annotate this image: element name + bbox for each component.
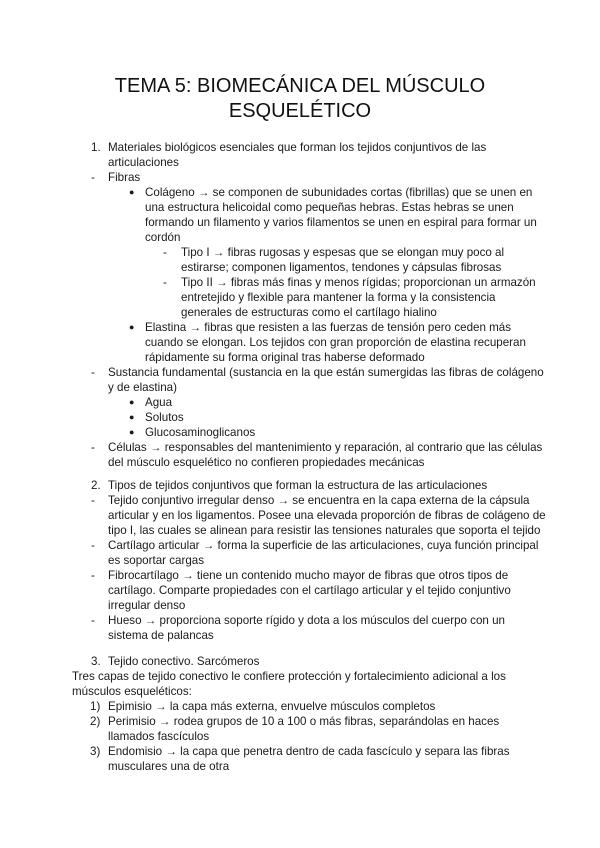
list-item: Solutos: [145, 411, 184, 424]
tipo2-text: Tipo II → fibras más finas y menos rígidas; proporcionan un armazón: [181, 276, 536, 289]
dash-marker: -: [91, 441, 95, 454]
bullet-marker: ●: [129, 412, 135, 422]
hueso-text: sistema de palancas: [108, 629, 214, 642]
dash-marker: -: [91, 614, 95, 627]
bullet-marker: ●: [129, 397, 135, 407]
elastina-text: rápidamente su forma original tras haberse deformado: [145, 351, 425, 364]
celulas-text: del músculo esquelético no confieren propiedades mecánicas: [108, 456, 425, 469]
section3-intro: Tres capas de tejido conectivo le confiere protección y fortalecimiento adicional a los: [72, 670, 506, 683]
list-item: Agua: [145, 396, 173, 409]
list-item: Glucosaminoglicanos: [145, 426, 256, 439]
page-title-line2: ESQUELÉTICO: [228, 100, 372, 122]
dash-marker: -: [163, 276, 167, 289]
bullet-marker: ●: [129, 427, 135, 437]
section3-number: 3.: [91, 655, 101, 668]
elastina-text: Elastina → fibras que resisten a las fuerzas de tensión pero ceden más: [145, 321, 512, 334]
tejido-text: tipo I, las cuales se alinean para resistir las tensiones naturales que soporta el tejido: [108, 524, 541, 537]
colageno-text: cordón: [145, 231, 181, 244]
colageno-text: formando un filamento y varios filamentos se unen en espiral para formar un: [145, 216, 537, 229]
section2-heading: Tipos de tejidos conjuntivos que forman la estructura de las articulaciones: [108, 479, 488, 492]
endomisio-text: musculares una de otra: [108, 760, 230, 773]
section3-intro: músculos esqueléticos:: [72, 685, 192, 698]
tejido-text: articular y en los ligamentos. Posee una elevada proporción de fibras de colágeno de: [108, 509, 546, 522]
dash-marker: -: [91, 171, 95, 184]
fibrocartilago-text: cartílago. Comparte propiedades con el cartílago articular y el tejido conjuntivo: [108, 584, 511, 597]
page-title-line1: TEMA 5: BIOMECÁNICA DEL MÚSCULO: [114, 75, 486, 97]
section1-heading: Materiales biológicos esenciales que forman los tejidos conjuntivos de las: [108, 141, 487, 154]
epimisio-text: Epimisio → la capa más externa, envuelve músculos completos: [108, 700, 436, 713]
perimisio-text: Perimisio → rodea grupos de 10 a 100 o más fibras, separándolas en haces: [108, 715, 500, 728]
number-marker: 2): [90, 715, 101, 728]
sustancia-text: y de elastina): [108, 381, 177, 394]
sustancia-text: Sustancia fundamental (sustancia en la que están sumergidas las fibras de colágeno: [108, 366, 544, 379]
number-marker: 3): [90, 745, 101, 758]
tipo2-text: generales de estructuras como el cartílago hialino: [181, 306, 437, 319]
bullet-marker: ●: [129, 187, 135, 197]
endomisio-text: Endomisio → la capa que penetra dentro de cada fascículo y separa las fibras: [108, 745, 510, 758]
colageno-text: Colágeno → se componen de subunidades cortas (fibrillas) que se unen en: [145, 186, 533, 199]
colageno-text: una estructura helicoidal como pequeñas hebras. Estas hebras se unen: [145, 201, 514, 214]
number-marker: 1): [90, 700, 101, 713]
cartilago-text: es soportar cargas: [108, 554, 205, 567]
dash-marker: -: [163, 246, 167, 259]
section1-number: 1.: [91, 141, 101, 154]
tipo1-text: estirarse; componen ligamentos, tendones y cápsulas fibrosas: [181, 261, 502, 274]
tipo1-text: Tipo I → fibras rugosas y espesas que se elongan muy poco al: [181, 246, 505, 259]
section1-heading: articulaciones: [108, 156, 179, 169]
fibrocartilago-text: irregular denso: [108, 599, 186, 612]
elastina-text: cuando se elongan. Los tejidos con gran proporción de elastina recuperan: [145, 336, 526, 349]
tipo2-text: entretejido y flexible para mantener la forma y la consistencia: [181, 291, 496, 304]
fibras-label: Fibras: [108, 171, 141, 184]
fibrocartilago-text: Fibrocartílago → tiene un contenido mucho mayor de fibras que otros tipos de: [108, 569, 509, 582]
section2-number: 2.: [91, 479, 101, 492]
dash-marker: -: [91, 366, 95, 379]
dash-marker: -: [91, 539, 95, 552]
dash-marker: -: [91, 569, 95, 582]
section3-heading: Tejido conectivo. Sarcómeros: [108, 655, 260, 668]
cartilago-text: Cartílago articular → forma la superficie de las articulaciones, cuya función principal: [108, 539, 539, 552]
celulas-text: Células → responsables del mantenimiento y reparación, al contrario que las células: [108, 441, 543, 454]
hueso-text: Hueso → proporciona soporte rígido y dota a los músculos del cuerpo con un: [108, 614, 505, 627]
dash-marker: -: [91, 494, 95, 507]
bullet-marker: ●: [129, 322, 135, 332]
tejido-text: Tejido conjuntivo irregular denso → se encuentra en la capa externa de la cápsula: [108, 494, 530, 507]
perimisio-text: llamados fascículos: [108, 730, 210, 743]
